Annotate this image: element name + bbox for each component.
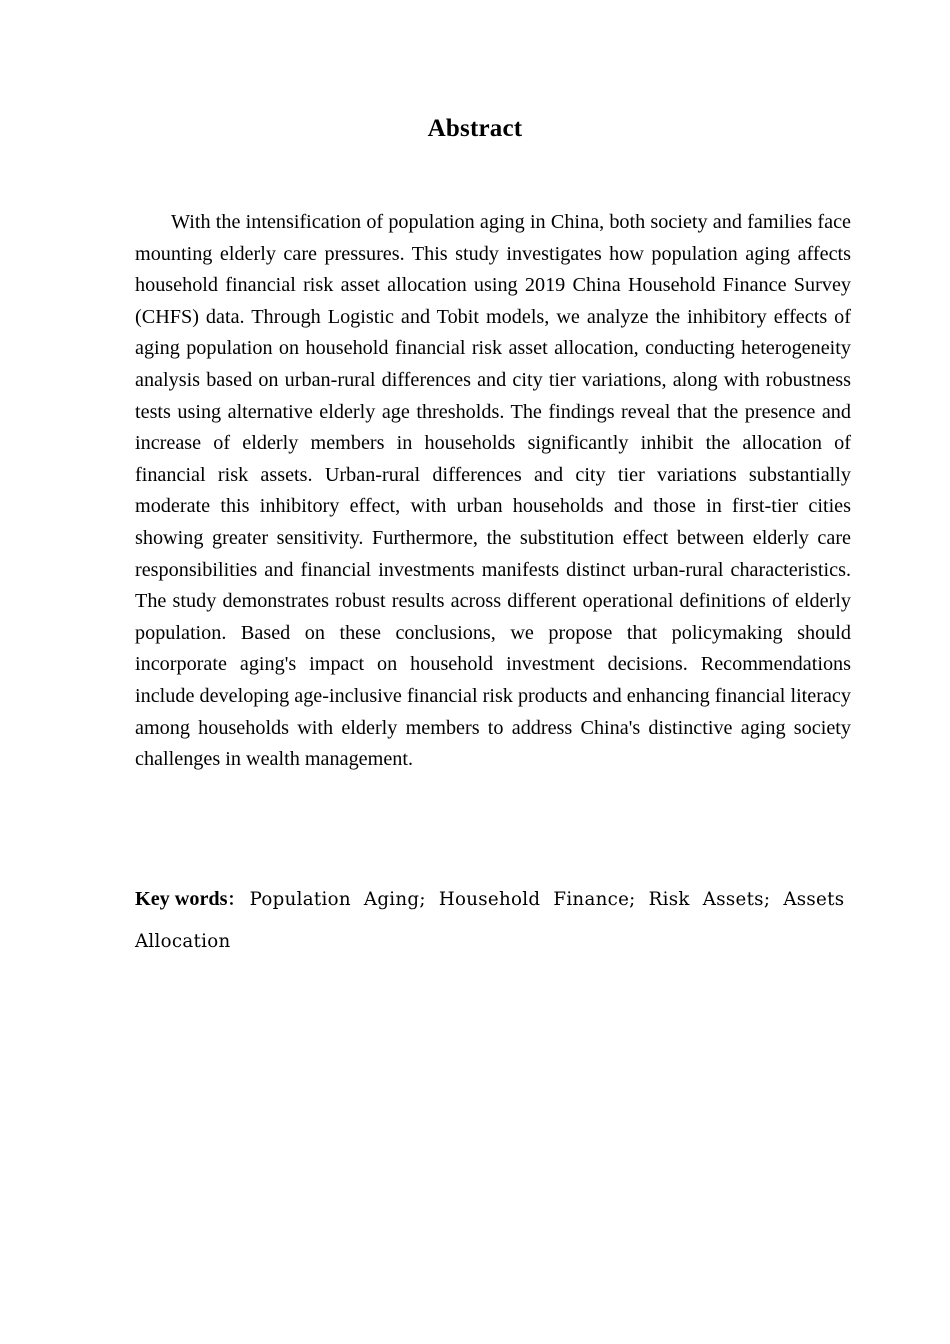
- page-title: Abstract: [427, 115, 523, 142]
- keywords-colon: ：: [227, 890, 245, 910]
- keywords-values: Population Aging; Household Finance; Risk Assets; Assets Allocation: [135, 889, 845, 952]
- keywords-line: [135, 879, 851, 962]
- keywords-label: Key words: [135, 888, 228, 910]
- abstract-body-block: [135, 207, 851, 776]
- keywords-block: [135, 879, 851, 962]
- abstract-paragraph: With the intensification of population aging in China, both society and families face mounting elderly care pressures. This study investigates how population aging affects household financial risk asset allocation using 2019 China Household Finance Survey (CHFS) data. Through Logistic and Tobit models, we analyze the inhibitory effects of aging population on household financial risk asset allocation, conducting heterogeneity analysis based on urban-rural differences and city tier variations, along with robustness tests using alternative elderly age thresholds. The findings reveal that the presence and increase of elderly members in households significantly inhibit the allocation of financial risk assets. Urban-rural differences and city tier variations substantially moderate this inhibitory effect, with urban households and those in first-tier cities showing greater sensitivity. Furthermore, the substitution effect between elderly care responsibilities and financial investments manifests distinct urban-rural characteristics. The study demonstrates robust results across different operational definitions of elderly population. Based on these conclusions, we propose that policymaking should incorporate aging's impact on household investment decisions. Recommendations include developing age-inclusive financial risk products and enhancing financial literacy among households with elderly members to address China's distinctive aging society challenges in wealth management.: [135, 211, 851, 771]
